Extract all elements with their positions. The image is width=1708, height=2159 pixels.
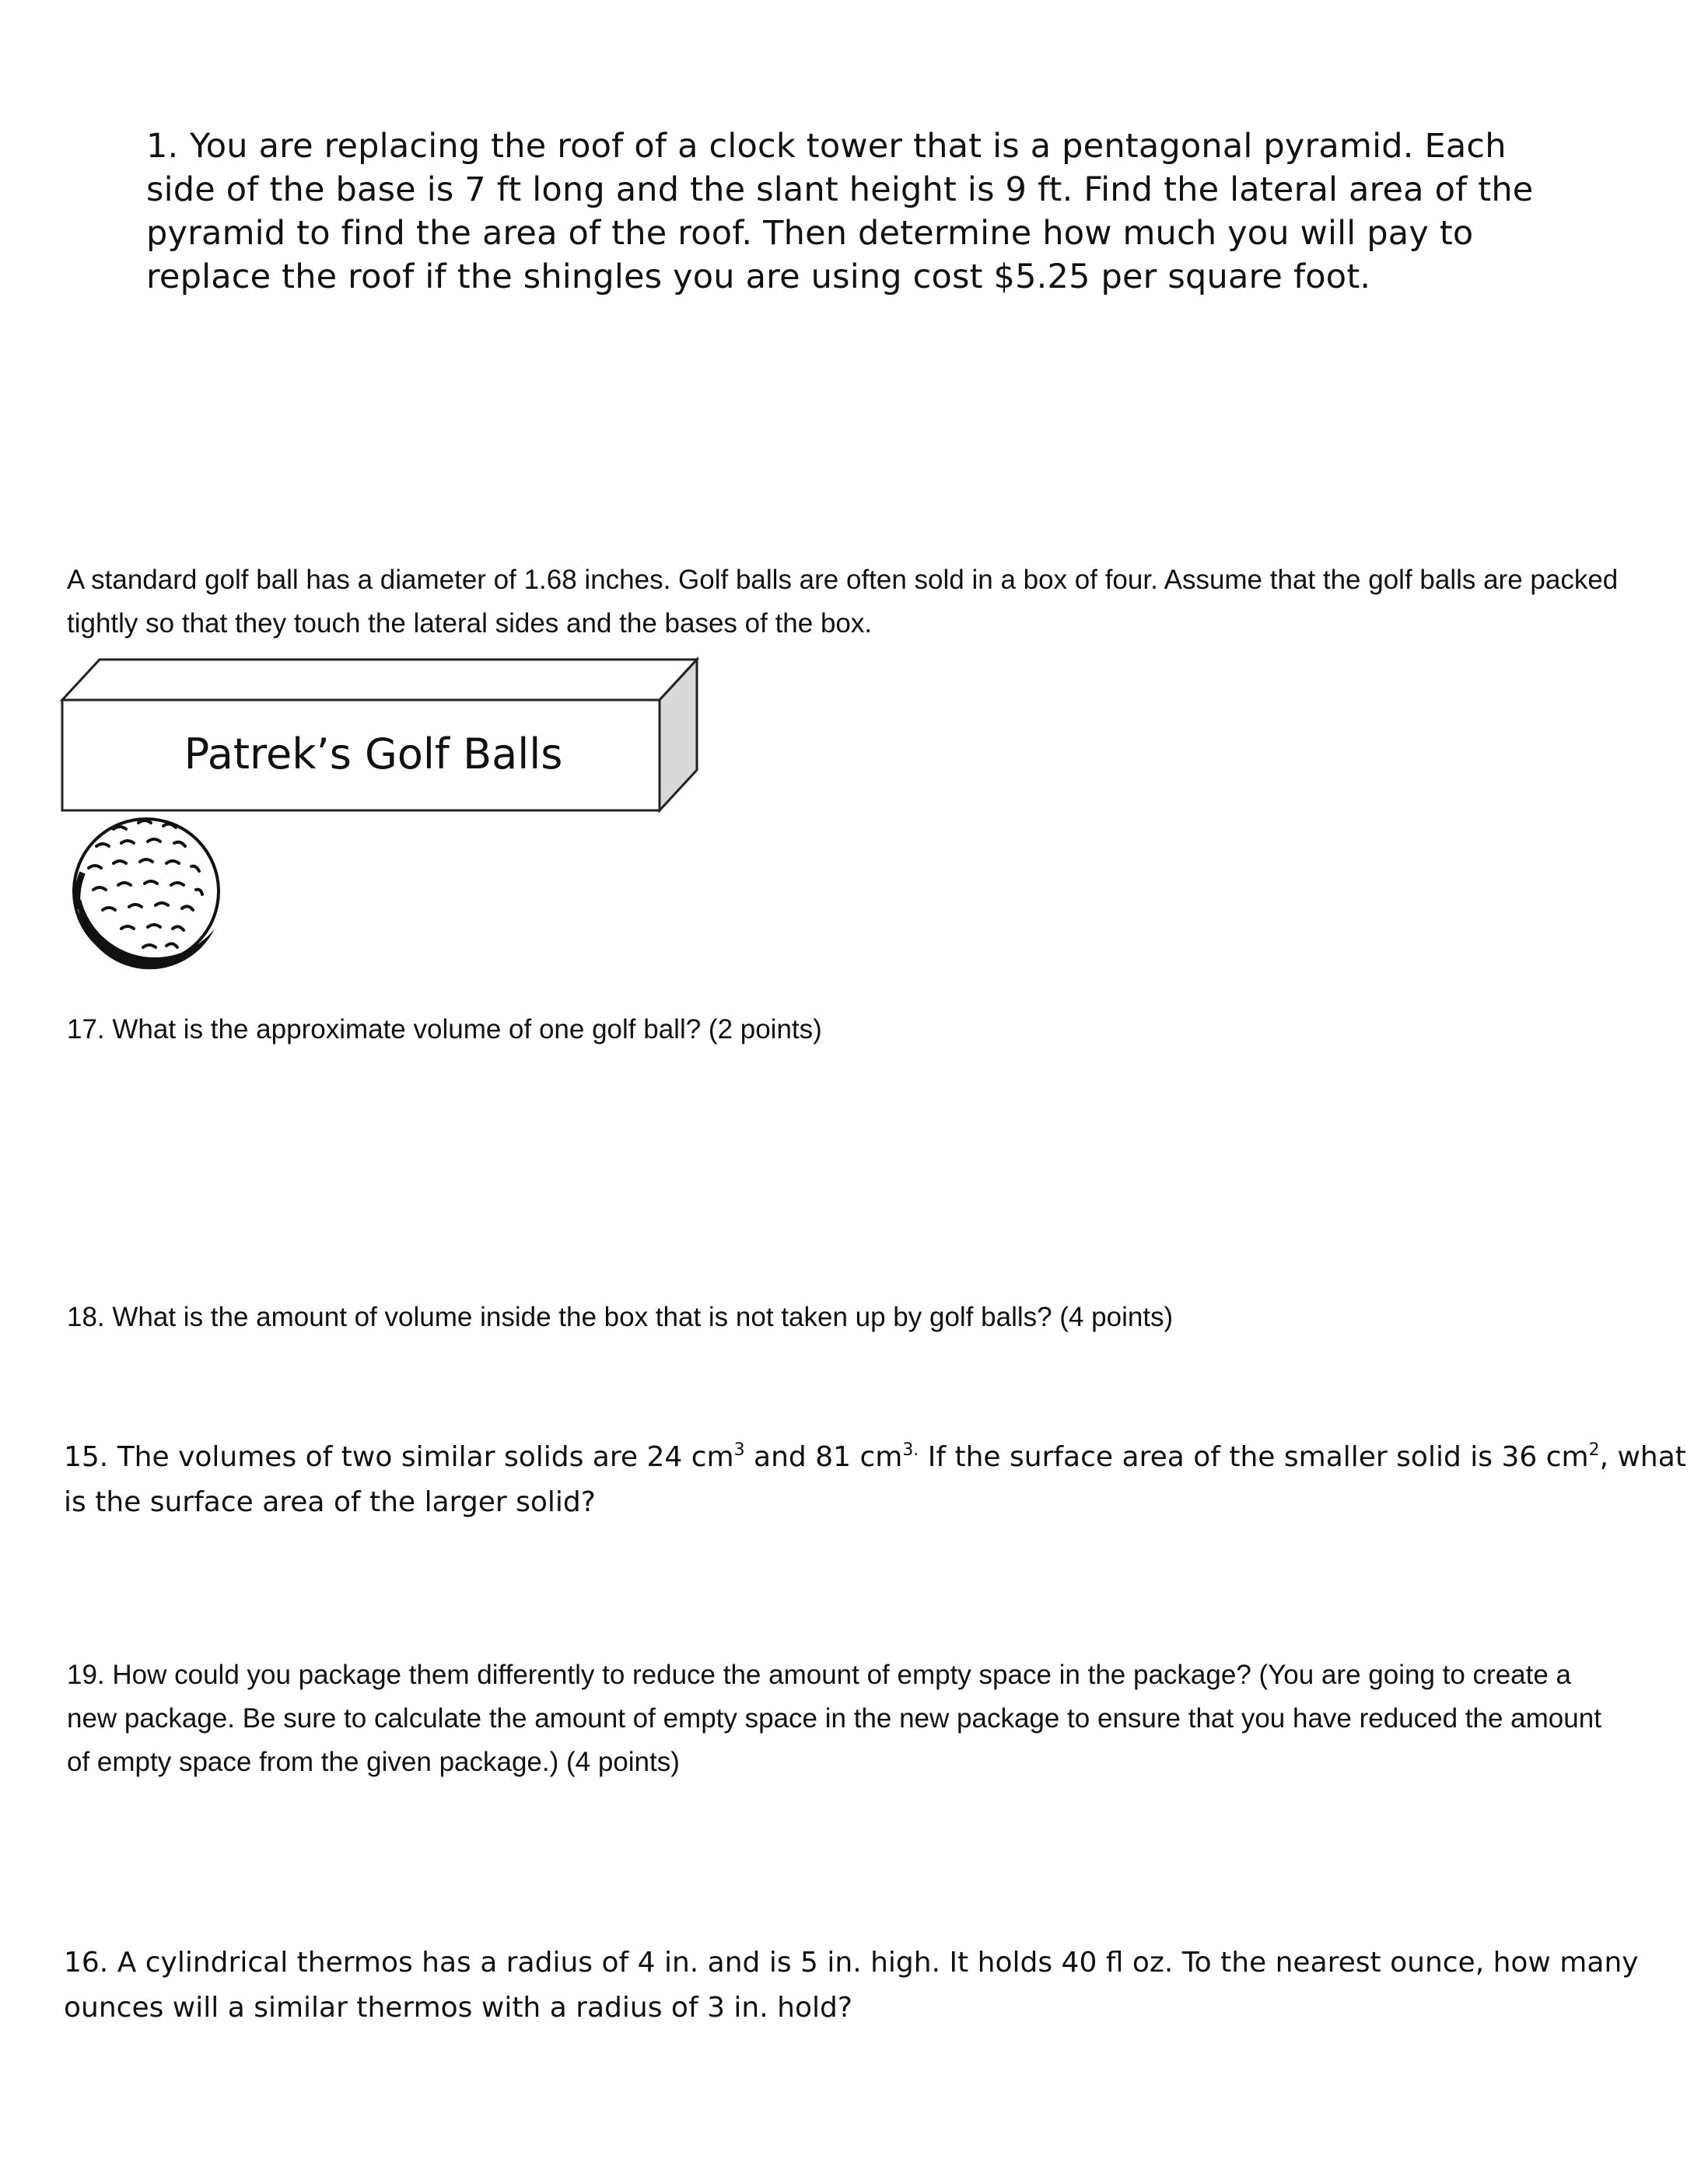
golf-ball-icon xyxy=(67,812,230,975)
q15-part-1: 15. The volumes of two similar solids are 24 cm xyxy=(64,1441,734,1473)
question-16: 16. A cylindrical thermos has a radius of 4 in. and is 5 in. high. It holds 40 fl oz. To the nearest ounce, how many ounces will a similar thermos with a radius of 3 in. hold? xyxy=(64,1947,1639,2024)
q15-part-3: If the surface area of the smaller solid is 36 cm xyxy=(919,1441,1589,1473)
q15-part-2: and 81 cm xyxy=(744,1441,903,1473)
question-19: 19. How could you package them differently to reduce the amount of empty space in the package? (You are going to create a new package. Be sure to calculate the amount of empty space in the new package to ensure that you have reduced the amount of empty space from the given package.) (4 points) xyxy=(67,1660,1601,1777)
question-18: 18. What is the amount of volume inside the box that is not taken up by golf balls? (4 points) xyxy=(67,1302,1174,1332)
question-1-text: You are replacing the roof of a clock tower that is a pentagonal pyramid. Each side of the base is 7 ft long and the slant height is 9 ft. Find the lateral area of the pyramid to find the area of the roof. Then determine how much you will pay to replace the roof if the shingles you are using cost $5.25 per square foot. xyxy=(146,127,1534,296)
question-15 xyxy=(64,1435,1689,1525)
question-17: 17. What is the approximate volume of one golf ball? (2 points) xyxy=(67,1014,822,1045)
q15-superscript-1: 3 xyxy=(733,1440,745,1460)
box-label: Patrek’s Golf Balls xyxy=(184,730,563,779)
q15-superscript-2: 3. xyxy=(902,1440,919,1460)
golf-ball-intro: A standard golf ball has a diameter of 1.68 inches. Golf balls are often sold in a box of four. Assume that the golf balls are packed tightly so that they touch the lateral sides and the bases of the box. xyxy=(67,565,1619,639)
q15-part-4: , what is the surface area of the larger solid? xyxy=(64,1441,1686,1518)
box-top-face xyxy=(62,660,697,700)
question-1-number: 1. xyxy=(146,127,179,166)
question-1 xyxy=(146,124,1538,299)
q15-superscript-3: 2 xyxy=(1588,1440,1600,1460)
